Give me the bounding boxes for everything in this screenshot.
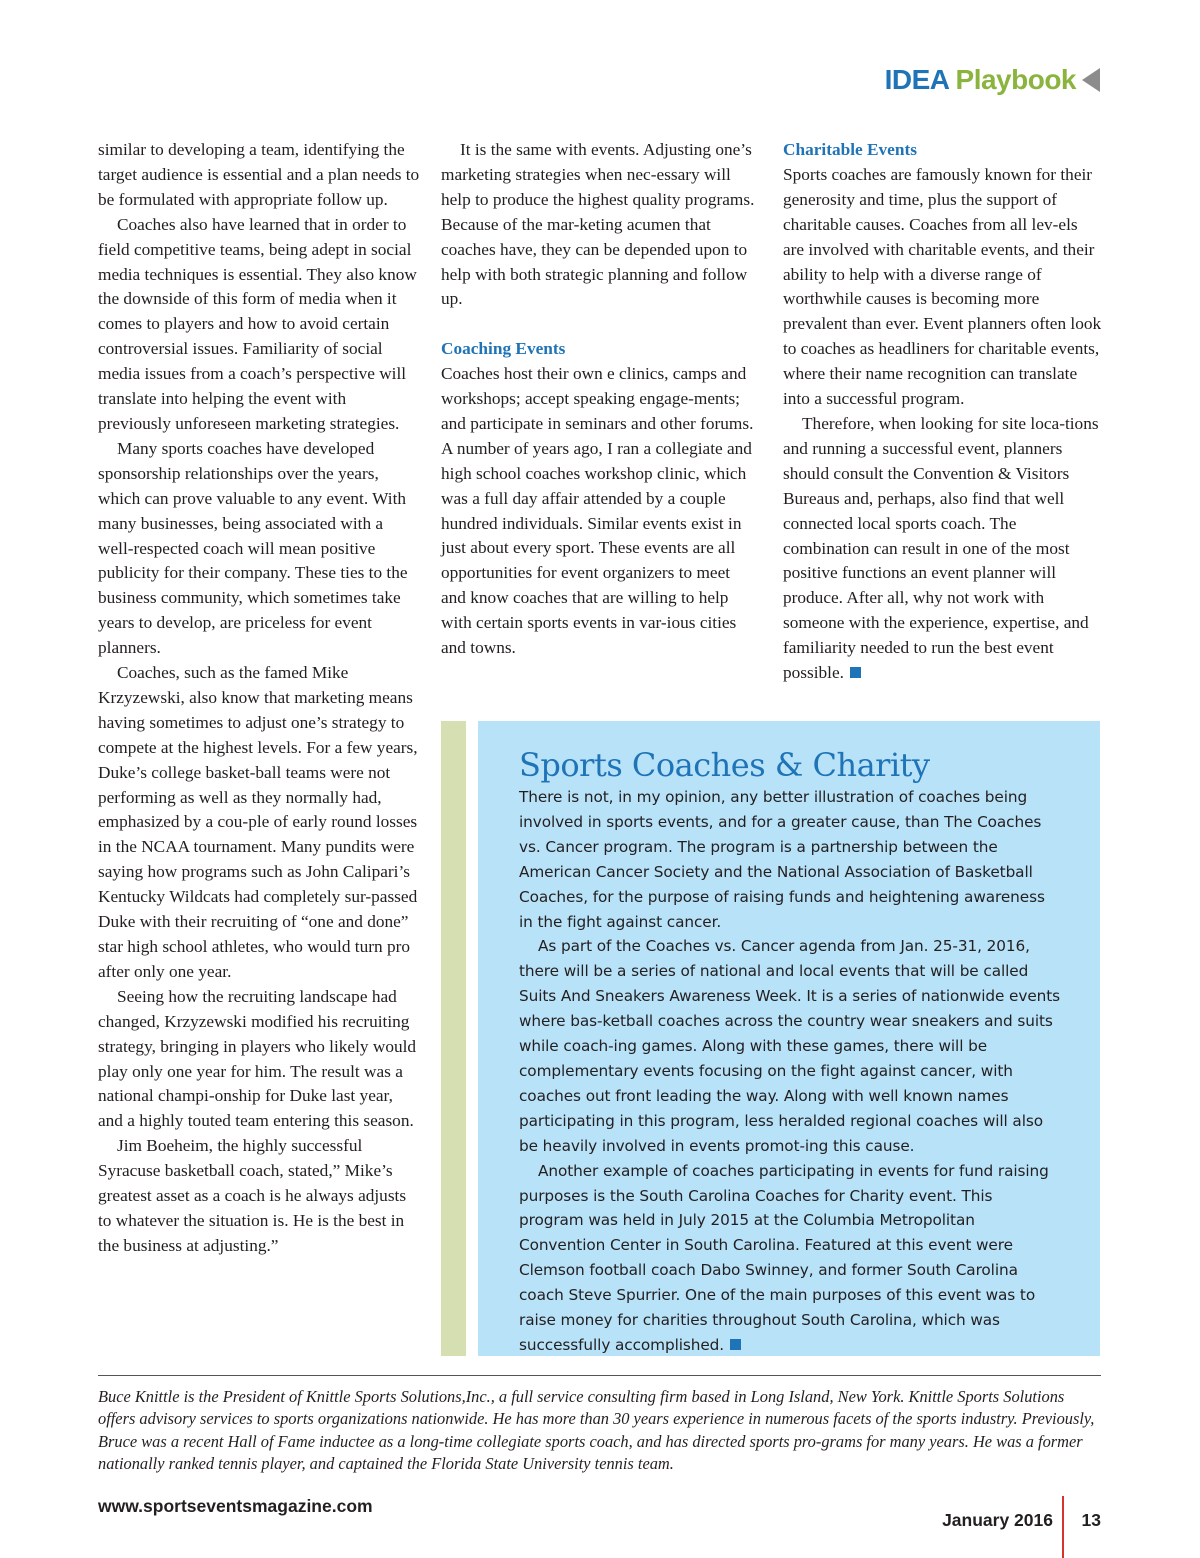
- footer-date: January 2016: [942, 1510, 1053, 1530]
- subheading-charitable-events: Charitable Events: [783, 140, 917, 159]
- end-of-sidebar-icon: [730, 1339, 741, 1350]
- article-column-2: [441, 138, 756, 661]
- end-of-article-icon: [850, 667, 861, 678]
- sidebar-title: Sports Coaches & Charity: [519, 746, 930, 784]
- paragraph: Sports coaches are famously known for their generosity and time, plus the support of charitable causes. Coaches from all lev-els are involved with charitable events, and their ability to help with a diverse range of worthwhile causes is becoming more prevalent than ever. Event planners often look to coaches as headliners for charitable events, where their name recognition can translate into a successful program.: [783, 164, 1102, 409]
- sidebar-accent-bar: [441, 721, 466, 1356]
- article-column-3: [783, 138, 1103, 686]
- divider: [98, 1375, 1101, 1376]
- sidebar-paragraph-text: Another example of coaches participating in events for fund raising purposes is the South Carolina Coaches for Charity event. This program was held in July 2015 at the Columbia Metropolitan Convention Center in South Carolina. Featured at this event were Clemson football coach Dabo Swinney, and former South Carolina coach Steve Spurrier. One of the main purposes of this event was to raise money for charities throughout South Carolina, which was successfully accomplished.: [519, 1161, 1049, 1354]
- author-bio: Buce Knittle is the President of Knittle Sports Solutions,Inc., a full service consulting firm based in Long Island, New York. Knittle Sports Solutions offers advisory services to sports organizations nationwide. He has more than 30 years experience in numerous facets of the sports industry. Previously, Bruce was a recent Hall of Fame inductee as a long-time collegiate sports coach, and has directed sports pro-grams for many years. He was a former nationally ranked tennis player, and captained the Florida State University tennis team.: [98, 1387, 1095, 1474]
- paragraph: Coaches host their own e clinics, camps and workshops; accept speaking engage-ments; and participate in seminars and other forums. A number of years ago, I ran a collegiate and high school coaches workshop clinic, which was a full day affair attended by a couple hundred individuals. Similar events exist in just about every sport. These events are all opportunities for event organizers to meet and know coaches that are willing to help with certain sports events in var-ious cities and towns.: [441, 364, 754, 658]
- page-footer: [98, 1496, 1101, 1536]
- paragraph-final: [783, 412, 1103, 686]
- paragraph: Coaches also have learned that in order to field competitive teams, being adept in social media techniques is essential. They also know the downside of this form of media when it comes to players and how to avoid certain controversial issues. Familiarity of social media issues from a coach’s perspective will translate into helping the event with previously unforeseen marketing strategies.: [98, 214, 417, 433]
- paragraph: Many sports coaches have developed sponsorship relationships over the years, which can prove valuable to any event. With many businesses, being associated with a well-respected coach will mean positive publicity for their company. These ties to the business community, which sometimes take years to develop, are priceless for event planners.: [98, 438, 408, 658]
- spacer: [441, 312, 756, 337]
- paragraph: Jim Boeheim, the highly successful Syracuse basketball coach, stated,” Mike’s greatest asset as a coach is he always adjusts to whatever the situation is. He is the best in the business at adjusting.”: [98, 1136, 407, 1255]
- triangle-left-icon: [1082, 68, 1100, 92]
- subheading-coaching-events: Coaching Events: [441, 339, 566, 359]
- paragraph: It is the same with events. Adjusting one’s marketing strategies when nec-essary will help to produce the highest quality programs. Because of the mar-keting acumen that coaches have, they can be depended upon to help with both strategic planning and follow up.: [441, 140, 755, 309]
- paragraph: similar to developing a team, identifying the target audience is essential and a plan needs to be formulated with appropriate follow up.: [98, 140, 420, 209]
- paragraph-text: Therefore, when looking for site loca-tions and running a successful event, planners should consult the Convention & Visitors Bureaus and, perhaps, also find that well connected local sports coach. The combination can result in one of the most positive functions an event planner will produce. After all, why not work with someone with the experience, expertise, and familiarity needed to run the best event possible.: [783, 413, 1099, 683]
- footer-url[interactable]: www.sportseventsmagazine.com: [98, 1496, 373, 1516]
- section-header: [885, 62, 1100, 98]
- sidebar-paragraph: There is not, in my opinion, any better illustration of coaches being involved in sports events, and for a greater cause, than The Coaches vs. Cancer program. The program is a partnership between the American Cancer Society and the National Association of Basketball Coaches, for the purpose of raising funds and heightening awareness in the fight against cancer.: [519, 788, 1045, 931]
- sidebar-paragraph-final: [519, 1159, 1060, 1358]
- article-column-1: [98, 138, 420, 1259]
- sidebar-box: [478, 721, 1100, 1356]
- section-header-idea: IDEA: [884, 64, 950, 95]
- sidebar-paragraph: As part of the Coaches vs. Cancer agenda from Jan. 25-31, 2016, there will be a series of national and local events that will be called Suits And Sneakers Awareness Week. It is a series of nationwide events where bas-ketball coaches across the country wear sneakers and suits while coach-ing games. Along with these games, there will be complementary events focusing on the fight against cancer, with coaches out front leading the way. Along with well known names participating in this program, less heralded regional coaches will also be heavily involved in events promot-ing this cause.: [519, 937, 1060, 1155]
- page-number: 13: [1081, 1510, 1101, 1530]
- paragraph: Seeing how the recruiting landscape had changed, Krzyzewski modified his recruiting strategy, bringing in players who likely would play only one year for him. The result was a national champi-onship for Duke last year, and a highly touted team entering this season.: [98, 986, 417, 1131]
- paragraph: Coaches, such as the famed Mike Krzyzewski, also know that marketing means having sometimes to adjust one’s strategy to compete at the highest levels. For a few years, Duke’s college basket-ball teams were not performing as well as they normally had, emphasized by a cou-ple of early round losses in the NCAA tournament. Many pundits were saying how programs such as John Calipari’s Kentucky Wildcats had completely sur-passed Duke with their recruiting of “one and done” star high school athletes, who would turn pro after only one year.: [98, 663, 418, 981]
- section-header-playbook: Playbook: [955, 64, 1076, 95]
- footer-divider: [1062, 1496, 1064, 1558]
